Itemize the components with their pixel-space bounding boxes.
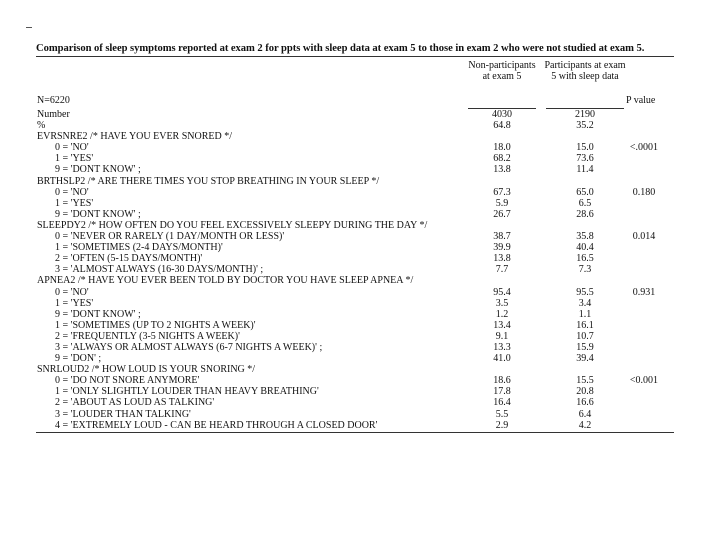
value-participants: 16.1	[576, 319, 594, 331]
table-row	[36, 153, 674, 164]
table-row	[36, 342, 674, 353]
value-non-participants: 9.1	[495, 330, 509, 342]
value-participants: 95.5	[576, 286, 594, 298]
value-participants: 2190	[575, 109, 595, 120]
value-non-participants: 13.4	[493, 319, 511, 331]
value-non-participants: 7.7	[495, 264, 509, 276]
value-non-participants: 4030	[492, 109, 512, 120]
value-participants: 65.0	[576, 186, 594, 198]
p-value: 0.014	[632, 231, 656, 243]
value-non-participants: 18.6	[493, 375, 511, 387]
table-row	[36, 176, 674, 187]
row-label: 2 = 'ABOUT AS LOUD AS TALKING'	[55, 397, 215, 409]
row-label: 3 = 'LOUDER THAN TALKING'	[55, 408, 191, 420]
value-participants: 39.4	[576, 353, 594, 365]
value-non-participants: 17.8	[493, 386, 511, 398]
value-participants: 4.2	[578, 419, 592, 431]
value-non-participants: 95.4	[493, 286, 511, 298]
row-label: 9 = 'DON' ;	[55, 353, 102, 365]
row-label: 9 = 'DONT KNOW' ;	[55, 308, 141, 320]
row-label: BRTHSLP2 /* ARE THERE TIMES YOU STOP BREATHING IN YOUR SLEEP */	[37, 175, 380, 187]
row-label: 1 = 'YES'	[55, 297, 94, 309]
table-row	[36, 364, 674, 375]
p-value: <.0001	[629, 142, 659, 154]
value-non-participants: 13.8	[493, 253, 511, 265]
table-row	[36, 264, 674, 275]
table-row	[36, 164, 674, 175]
table-header	[36, 57, 674, 106]
value-non-participants: 1.2	[495, 308, 509, 320]
table-row	[36, 320, 674, 331]
table-row	[36, 309, 674, 320]
value-participants: 35.2	[576, 120, 594, 132]
value-participants: 3.4	[578, 297, 592, 309]
row-label: SLEEPDY2 /* HOW OFTEN DO YOU FEEL EXCESSIVELY SLEEPY DURING THE DAY */	[37, 219, 428, 231]
row-label: 9 = 'DONT KNOW' ;	[55, 164, 141, 176]
row-label: EVRSNRE2 /* HAVE YOU EVER SNORED */	[37, 131, 233, 143]
p-value: <0.001	[629, 375, 659, 387]
header-participants: Participants at exam 5 with sleep data	[544, 60, 626, 82]
table-row	[36, 209, 674, 220]
table-body	[36, 109, 674, 431]
table-row	[36, 231, 674, 242]
corner-mark	[26, 27, 32, 28]
row-label: SNRLOUD2 /* HOW LOUD IS YOUR SNORING */	[37, 364, 256, 376]
p-value: 0.931	[632, 286, 656, 298]
table-row	[36, 298, 674, 309]
row-label: 1 = 'YES'	[55, 153, 94, 165]
table-row	[36, 409, 674, 420]
row-label: 9 = 'DONT KNOW' ;	[55, 208, 141, 220]
row-label: Number	[37, 109, 70, 120]
value-participants: 6.5	[578, 197, 592, 209]
row-label: 1 = 'SOMETIMES (2-4 DAYS/MONTH)'	[55, 242, 223, 254]
header-non-participants: Non-participants at exam 5	[468, 60, 536, 82]
value-non-participants: 16.4	[493, 397, 511, 409]
table-row	[36, 353, 674, 364]
row-label: 2 = 'OFTEN (5-15 DAYS/MONTH)'	[55, 253, 203, 265]
value-non-participants: 41.0	[493, 353, 511, 365]
table-row	[36, 375, 674, 386]
value-participants: 7.3	[578, 264, 592, 276]
table-row	[36, 287, 674, 298]
row-label: %	[37, 120, 46, 132]
row-label: 0 = 'DO NOT SNORE ANYMORE'	[55, 375, 200, 387]
value-participants: 28.6	[576, 208, 594, 220]
value-non-participants: 39.9	[493, 242, 511, 254]
row-label: 1 = 'ONLY SLIGHTLY LOUDER THAN HEAVY BREATHING'	[55, 386, 319, 398]
value-participants: 15.0	[576, 142, 594, 154]
row-label: 1 = 'YES'	[55, 197, 94, 209]
table-row	[36, 275, 674, 286]
table-row	[36, 142, 674, 153]
value-participants: 16.6	[576, 397, 594, 409]
value-non-participants: 5.5	[495, 408, 509, 420]
table-row	[36, 109, 674, 120]
table-title: Comparison of sleep symptoms reported at exam 2 for ppts with sleep data at exam 5 to those in exam 2 who were not studied at exam 5.	[36, 43, 645, 54]
value-non-participants: 67.3	[493, 186, 511, 198]
row-label: APNEA2 /* HAVE YOU EVER BEEN TOLD BY DOCTOR YOU HAVE SLEEP APNEA */	[37, 275, 414, 287]
value-non-participants: 5.9	[495, 197, 509, 209]
table-row	[36, 397, 674, 408]
sleep-comparison-table	[36, 42, 674, 433]
table-row	[36, 198, 674, 209]
table-row	[36, 386, 674, 397]
table-row	[36, 331, 674, 342]
value-participants: 11.4	[576, 164, 594, 176]
header-p-value: P value	[626, 95, 656, 106]
row-label: 0 = 'NO'	[55, 186, 89, 198]
value-participants: 15.5	[576, 375, 594, 387]
value-non-participants: 3.5	[495, 297, 509, 309]
value-participants: 6.4	[578, 408, 592, 420]
table-row	[36, 220, 674, 231]
value-participants: 10.7	[576, 330, 594, 342]
value-participants: 35.8	[576, 231, 594, 243]
row-label: 0 = 'NO'	[55, 142, 89, 154]
value-non-participants: 2.9	[495, 419, 509, 431]
table-row	[36, 120, 674, 131]
row-label: 0 = 'NEVER OR RARELY (1 DAY/MONTH OR LESS)'	[55, 231, 285, 243]
value-non-participants: 38.7	[493, 231, 511, 243]
value-non-participants: 18.0	[493, 142, 511, 154]
table-row	[36, 242, 674, 253]
n-label: N=6220	[37, 95, 70, 106]
value-participants: 20.8	[576, 386, 594, 398]
row-label: 2 = 'FREQUENTLY (3-5 NIGHTS A WEEK)'	[55, 330, 240, 342]
row-label: 1 = 'SOMETIMES (UP TO 2 NIGHTS A WEEK)'	[55, 319, 256, 331]
table-row	[36, 131, 674, 142]
value-participants: 40.4	[576, 242, 594, 254]
value-participants: 1.1	[578, 308, 592, 320]
row-label: 3 = 'ALWAYS OR ALMOST ALWAYS (6-7 NIGHTS A WEEK)' ;	[55, 341, 323, 353]
p-value: 0.180	[632, 186, 656, 198]
value-non-participants: 26.7	[493, 208, 511, 220]
value-non-participants: 13.8	[493, 164, 511, 176]
row-label: 3 = 'ALMOST ALWAYS (16-30 DAYS/MONTH)' ;	[55, 264, 264, 276]
value-non-participants: 64.8	[493, 120, 511, 132]
value-participants: 15.9	[576, 341, 594, 353]
row-label: 4 = 'EXTREMELY LOUD - CAN BE HEARD THROUGH A CLOSED DOOR'	[55, 419, 378, 431]
value-participants: 16.5	[576, 253, 594, 265]
table-row	[36, 253, 674, 264]
value-non-participants: 13.3	[493, 341, 511, 353]
table-row	[36, 420, 674, 431]
value-non-participants: 68.2	[493, 153, 511, 165]
bottom-rule	[36, 432, 674, 433]
row-label: 0 = 'NO'	[55, 286, 89, 298]
value-participants: 73.6	[576, 153, 594, 165]
table-row	[36, 187, 674, 198]
